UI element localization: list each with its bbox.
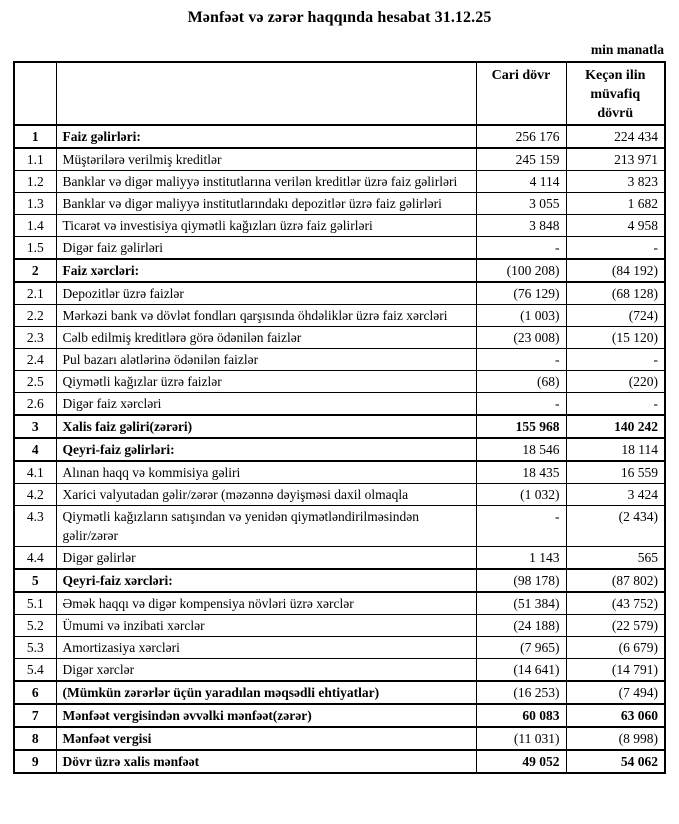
previous-value-cell: (22 579) (566, 615, 665, 637)
current-value-cell: (68) (476, 371, 566, 393)
current-value-cell: (23 008) (476, 327, 566, 349)
description-cell: Xalis faiz gəliri(zərəri) (56, 415, 476, 438)
row-number-cell: 4.3 (14, 506, 56, 547)
description-cell: Qiymətli kağızların satışından və yenidən qiymətləndirilməsindən gəlir/zərər (56, 506, 476, 547)
current-value-cell: (51 384) (476, 592, 566, 615)
description-cell: Digər faiz xərcləri (56, 393, 476, 416)
previous-value-cell: (14 791) (566, 659, 665, 682)
previous-value-cell: (6 679) (566, 637, 665, 659)
table-row (14, 371, 665, 393)
previous-value-cell: (68 128) (566, 282, 665, 305)
previous-value-cell: 213 971 (566, 148, 665, 171)
table-row (14, 506, 665, 547)
description-cell: Qiymətli kağızlar üzrə faizlər (56, 371, 476, 393)
description-cell: Xarici valyutadan gəlir/zərər (məzənnə dəyişməsi daxil olmaqla (56, 484, 476, 506)
previous-value-cell: (8 998) (566, 727, 665, 750)
current-value-cell: 256 176 (476, 125, 566, 148)
table-row (14, 484, 665, 506)
row-number-cell: 4 (14, 438, 56, 461)
header-cell-previous-period: Keçən ilin müvafiq dövrü (566, 62, 665, 125)
current-value-cell: 18 546 (476, 438, 566, 461)
current-value-cell: (76 129) (476, 282, 566, 305)
row-number-cell: 8 (14, 727, 56, 750)
table-header-row (14, 62, 665, 125)
description-cell: Amortizasiya xərcləri (56, 637, 476, 659)
previous-value-cell: 1 682 (566, 193, 665, 215)
current-value-cell: (14 641) (476, 659, 566, 682)
row-number-cell: 2.1 (14, 282, 56, 305)
description-cell: Depozitlər üzrə faizlər (56, 282, 476, 305)
row-number-cell: 2.2 (14, 305, 56, 327)
table-row (14, 237, 665, 260)
current-value-cell: 18 435 (476, 461, 566, 484)
current-value-cell: (98 178) (476, 569, 566, 592)
table-row (14, 637, 665, 659)
description-cell: Digər faiz gəlirləri (56, 237, 476, 260)
current-value-cell: - (476, 506, 566, 547)
table-row (14, 750, 665, 773)
description-cell: Mərkəzi bank və dövlət fondları qarşısında öhdəliklər üzrə faiz xərcləri (56, 305, 476, 327)
row-number-cell: 9 (14, 750, 56, 773)
current-value-cell: (1 003) (476, 305, 566, 327)
row-number-cell: 1 (14, 125, 56, 148)
table-row (14, 659, 665, 682)
row-number-cell: 1.5 (14, 237, 56, 260)
report-table-body (14, 125, 665, 773)
current-value-cell: (16 253) (476, 681, 566, 704)
row-number-cell: 5.2 (14, 615, 56, 637)
row-number-cell: 5.1 (14, 592, 56, 615)
current-value-cell: 60 083 (476, 704, 566, 727)
previous-value-cell: (2 434) (566, 506, 665, 547)
description-cell: Müştərilərə verilmiş kreditlər (56, 148, 476, 171)
description-cell: Mənfəət vergisi (56, 727, 476, 750)
profit-loss-table (13, 61, 666, 774)
header-cell-current-period: Cari dövr (476, 62, 566, 125)
previous-value-cell: 16 559 (566, 461, 665, 484)
description-cell: Cəlb edilmiş kreditlərə görə ödənilən faizlər (56, 327, 476, 349)
row-number-cell: 1.4 (14, 215, 56, 237)
table-row (14, 349, 665, 371)
header-cell-number (14, 62, 56, 125)
description-cell: Faiz xərcləri: (56, 259, 476, 282)
previous-value-cell: - (566, 237, 665, 260)
table-row (14, 148, 665, 171)
current-value-cell: 4 114 (476, 171, 566, 193)
table-row (14, 282, 665, 305)
previous-value-cell: (15 120) (566, 327, 665, 349)
table-row (14, 305, 665, 327)
row-number-cell: 2.3 (14, 327, 56, 349)
description-cell: Banklar və digər maliyyə institutlarına verilən kreditlər üzrə faiz gəlirləri (56, 171, 476, 193)
row-number-cell: 6 (14, 681, 56, 704)
previous-value-cell: 54 062 (566, 750, 665, 773)
table-row (14, 125, 665, 148)
description-cell: Digər xərclər (56, 659, 476, 682)
previous-value-cell: - (566, 349, 665, 371)
row-number-cell: 4.2 (14, 484, 56, 506)
description-cell: Qeyri-faiz gəlirləri: (56, 438, 476, 461)
current-value-cell: 155 968 (476, 415, 566, 438)
row-number-cell: 5.4 (14, 659, 56, 682)
row-number-cell: 1.1 (14, 148, 56, 171)
table-row (14, 615, 665, 637)
previous-value-cell: (84 192) (566, 259, 665, 282)
row-number-cell: 5.3 (14, 637, 56, 659)
table-row (14, 171, 665, 193)
description-cell: (Mümkün zərərlər üçün yaradılan məqsədli ehtiyatlar) (56, 681, 476, 704)
previous-value-cell: 140 242 (566, 415, 665, 438)
description-cell: Mənfəət vergisindən əvvəlki mənfəət(zərər) (56, 704, 476, 727)
header-cell-description (56, 62, 476, 125)
row-number-cell: 1.3 (14, 193, 56, 215)
current-value-cell: (7 965) (476, 637, 566, 659)
table-row (14, 259, 665, 282)
row-number-cell: 4.1 (14, 461, 56, 484)
current-value-cell: 3 055 (476, 193, 566, 215)
row-number-cell: 2.4 (14, 349, 56, 371)
description-cell: Pul bazarı alətlərinə ödənilən faizlər (56, 349, 476, 371)
row-number-cell: 4.4 (14, 547, 56, 570)
row-number-cell: 2.6 (14, 393, 56, 416)
table-row (14, 681, 665, 704)
row-number-cell: 2.5 (14, 371, 56, 393)
table-row (14, 438, 665, 461)
current-value-cell: (24 188) (476, 615, 566, 637)
previous-value-cell: (43 752) (566, 592, 665, 615)
previous-value-cell: 3 823 (566, 171, 665, 193)
description-cell: Qeyri-faiz xərcləri: (56, 569, 476, 592)
table-row (14, 704, 665, 727)
row-number-cell: 1.2 (14, 171, 56, 193)
row-number-cell: 5 (14, 569, 56, 592)
table-row (14, 592, 665, 615)
current-value-cell: - (476, 393, 566, 416)
table-row (14, 327, 665, 349)
description-cell: Ümumi və inzibati xərclər (56, 615, 476, 637)
row-number-cell: 3 (14, 415, 56, 438)
current-value-cell: 3 848 (476, 215, 566, 237)
table-row (14, 727, 665, 750)
table-row (14, 461, 665, 484)
current-value-cell: (11 031) (476, 727, 566, 750)
description-cell: Digər gəlirlər (56, 547, 476, 570)
previous-value-cell: 3 424 (566, 484, 665, 506)
description-cell: Əmək haqqı və digər kompensiya növləri üzrə xərclər (56, 592, 476, 615)
description-cell: Banklar və digər maliyyə institutlarındakı depozitlər üzrə faiz gəlirləri (56, 193, 476, 215)
table-row (14, 569, 665, 592)
previous-value-cell: - (566, 393, 665, 416)
previous-value-cell: 63 060 (566, 704, 665, 727)
table-row (14, 215, 665, 237)
page-title: Mənfəət və zərər haqqında hesabat 31.12.25 (187, 9, 492, 26)
description-cell: Alınan haqq və kommisiya gəliri (56, 461, 476, 484)
description-cell: Ticarət və investisiya qiymətli kağızları üzrə faiz gəlirləri (56, 215, 476, 237)
row-number-cell: 7 (14, 704, 56, 727)
previous-value-cell: 18 114 (566, 438, 665, 461)
previous-value-cell: 565 (566, 547, 665, 570)
description-cell: Dövr üzrə xalis mənfəət (56, 750, 476, 773)
current-value-cell: - (476, 237, 566, 260)
current-value-cell: 245 159 (476, 148, 566, 171)
current-value-cell: - (476, 349, 566, 371)
previous-value-cell: 224 434 (566, 125, 665, 148)
table-row (14, 193, 665, 215)
current-value-cell: (100 208) (476, 259, 566, 282)
row-number-cell: 2 (14, 259, 56, 282)
current-value-cell: (1 032) (476, 484, 566, 506)
previous-value-cell: (87 802) (566, 569, 665, 592)
current-value-cell: 49 052 (476, 750, 566, 773)
current-value-cell: 1 143 (476, 547, 566, 570)
previous-value-cell: (724) (566, 305, 665, 327)
previous-value-cell: (220) (566, 371, 665, 393)
previous-value-cell: (7 494) (566, 681, 665, 704)
table-row (14, 415, 665, 438)
unit-note: min manatla (590, 42, 664, 57)
previous-value-cell: 4 958 (566, 215, 665, 237)
description-cell: Faiz gəlirləri: (56, 125, 476, 148)
table-row (14, 547, 665, 570)
table-row (14, 393, 665, 416)
